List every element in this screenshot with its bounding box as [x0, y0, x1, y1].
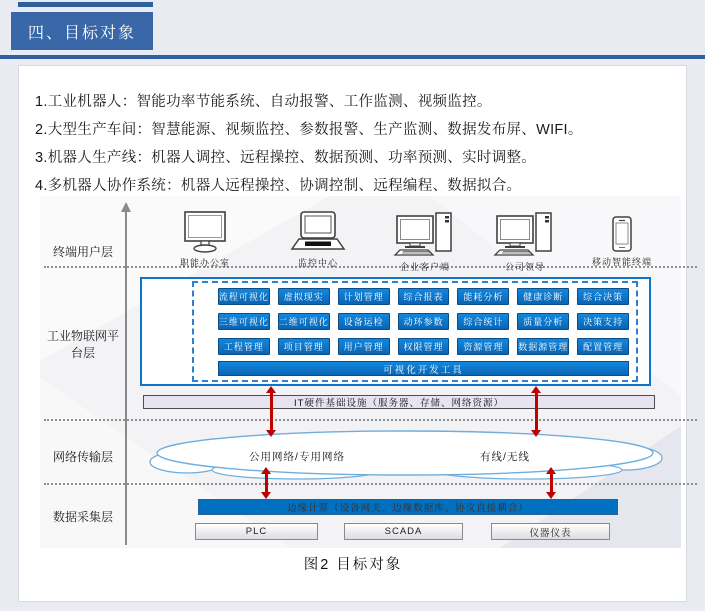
device-label: 职能办公室 — [179, 258, 230, 268]
cloud-label-public-private: 公用网络/专用网络 — [249, 451, 345, 463]
intro-paragraphs — [35, 88, 665, 200]
layer-label-data-acquisition: 数据采集层 — [52, 510, 113, 524]
device-label: 企业客户端 — [399, 262, 450, 272]
module-chip: 配置管理 — [577, 338, 629, 355]
module-chip: 质量分析 — [517, 313, 569, 330]
module-chip: 虚拟现实 — [278, 288, 330, 305]
desktop-monitor-icon — [178, 211, 232, 253]
module-chip: 资源管理 — [457, 338, 509, 355]
device-monitoring-center — [270, 211, 366, 269]
layer-label-iiot-platform: 工业物联网平台层 — [47, 329, 120, 360]
cloud-label-wired-wireless: 有线/无线 — [480, 451, 530, 463]
module-chip: 项目管理 — [278, 338, 330, 355]
module-chip: 决策支持 — [577, 313, 629, 330]
module-chip: 二维可视化 — [278, 313, 330, 330]
module-chip: 权限管理 — [398, 338, 450, 355]
layer-separator — [44, 419, 697, 421]
module-chip: 综合报表 — [398, 288, 450, 305]
section-title: 四、目标对象 — [11, 12, 153, 50]
device-label: 公司领导 — [504, 262, 545, 272]
device-label: 监控中心 — [297, 258, 338, 268]
layer-separator — [44, 483, 697, 485]
module-chip: 动环参数 — [398, 313, 450, 330]
intro-line-3: 3.机器人生产线：机器人调控、远程操控、数据预测、功率预测、实时调整。 — [35, 150, 537, 166]
module-row-2 — [218, 313, 629, 330]
smartphone-icon — [612, 216, 632, 252]
module-chip: 工程管理 — [218, 338, 270, 355]
red-arrow-platform-network-right — [531, 386, 541, 437]
module-chip: 综合决策 — [577, 288, 629, 305]
plc-box: PLC — [195, 523, 318, 540]
module-chip: 计划管理 — [338, 288, 390, 305]
header-rule — [0, 55, 705, 59]
it-infrastructure-bar: IT硬件基础设施（服务器、存储、网络资源） — [143, 395, 655, 409]
red-arrow-network-edge-right — [546, 467, 556, 499]
module-row-3 — [218, 338, 629, 355]
desktop-pc-icon — [493, 211, 557, 257]
device-office-monitor — [157, 211, 253, 269]
intro-line-1: 1.工业机器人：智能功率节能系统、自动报警、工作监测、视频监控。 — [35, 94, 492, 110]
intro-line-4: 4.多机器人协作系统：机器人远程操控、协调控制、远程编程、数据拟合。 — [35, 178, 522, 194]
laptop-icon — [288, 211, 348, 253]
figure-caption: 图2 目标对象 — [303, 557, 403, 573]
device-company-leadership — [477, 211, 573, 273]
header-accent-bar — [18, 2, 153, 7]
module-chip: 设备运检 — [338, 313, 390, 330]
module-chip: 数据源管理 — [517, 338, 569, 355]
red-arrow-platform-network-left — [266, 386, 276, 437]
module-row-1 — [218, 288, 629, 305]
edge-computing-bar: 边缘计算（设备网关、边缘数据库、协议直接耦合） — [198, 499, 618, 515]
device-label: 移动智能终端 — [591, 257, 652, 267]
device-enterprise-client — [377, 211, 473, 273]
module-chip: 综合统计 — [457, 313, 509, 330]
module-chip: 用户管理 — [338, 338, 390, 355]
up-arrow-axis — [125, 211, 127, 545]
scada-box: SCADA — [344, 523, 463, 540]
module-chip: 能耗分析 — [457, 288, 509, 305]
network-cloud — [147, 428, 665, 482]
module-chip: 流程可视化 — [218, 288, 270, 305]
layer-label-network-transport: 网络传输层 — [52, 450, 113, 464]
layer-label-terminal-user: 终端用户层 — [52, 245, 113, 259]
module-chip: 三维可视化 — [218, 313, 270, 330]
instruments-box: 仪器仪表 — [491, 523, 610, 540]
device-mobile-terminal — [574, 211, 670, 268]
module-chip: 健康诊断 — [517, 288, 569, 305]
visual-devtools-bar: 可视化开发工具 — [218, 361, 629, 376]
intro-line-2: 2.大型生产车间：智慧能源、视频监控、参数报警、生产监测、数据发布屏、WIFI。 — [35, 122, 583, 138]
red-arrow-network-edge-left — [261, 467, 271, 499]
desktop-pc-icon — [393, 211, 457, 257]
